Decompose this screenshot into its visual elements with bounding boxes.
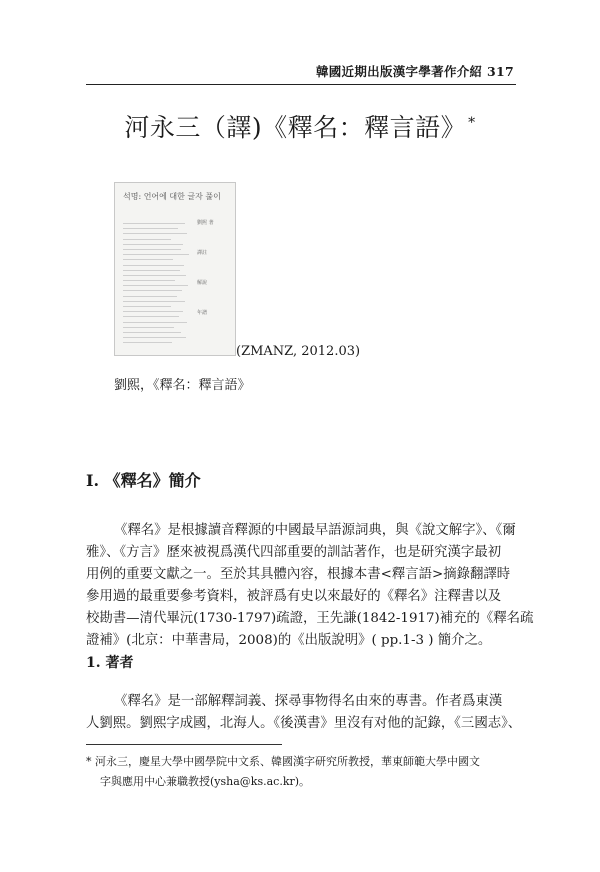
article-title: [86, 108, 514, 144]
cover-label: 解說: [197, 280, 208, 286]
cover-caption: (ZMANZ, 2012.03): [236, 344, 361, 359]
footnote-line: 字與應用中心兼職教授(ysha@ks.ac.kr)。: [100, 775, 311, 788]
section-heading: I. 《釋名》簡介: [86, 471, 201, 490]
footnote-line: * 河永三，慶星大學中國學院中文系、韓國漢字研究所教授，華東師範大學中國文: [86, 755, 480, 768]
paragraph-line: 《釋名》是一部解釋詞義、探尋事物得名由來的專書。作者爲東漢: [114, 694, 503, 709]
subsection-heading: 1. 著者: [86, 655, 134, 671]
title-text: 河永三（譯)《釋名：釋言語》: [124, 113, 467, 142]
book-cover-image: [114, 182, 236, 356]
paragraph-line: 證補》(北京：中華書局，2008)的《出版說明》( pp.1-3 ) 簡介之。: [86, 633, 492, 648]
footnote-rule: [86, 744, 282, 745]
author-line: 劉熙，《釋名：釋言語》: [114, 378, 251, 393]
paragraph-line: 《釋名》是根據讀音釋源的中國最早語源詞典，與《說文解字》、《爾: [114, 523, 516, 538]
paragraph-line: 校勘書—清代畢沅(1730-1797)疏證，王先謙(1842-1917)補充的《釋名疏: [86, 611, 534, 626]
cover-label: 劉熙 著: [197, 220, 214, 226]
cover-title: 석명: 언어에 대한 글자 풀이: [123, 192, 221, 201]
cover-text-lines: [123, 223, 189, 348]
running-head-rule: [86, 84, 516, 85]
paragraph-line: 雅》、《方言》歷來被視爲漢代四部重要的訓詁著作，也是研究漢字最初: [86, 545, 502, 560]
running-head: 韓國近期出版漢字學著作介紹 317: [315, 64, 514, 79]
paragraph-line: 人劉熙。劉熙字成國，北海人。《後漢書》里沒有对他的記錄，《三國志》、: [86, 716, 522, 731]
title-footnote-mark: *: [468, 114, 476, 131]
paragraph-line: 用例的重要文獻之一。至於其具體內容，根據本書<釋言語>摘錄翻譯時: [86, 567, 511, 582]
paragraph-line: 參用過的最重要參考資料，被評爲有史以來最好的《釋名》注釋書以及: [86, 589, 502, 604]
cover-label: 譯註: [197, 250, 208, 256]
cover-label: 年譜: [197, 310, 208, 316]
